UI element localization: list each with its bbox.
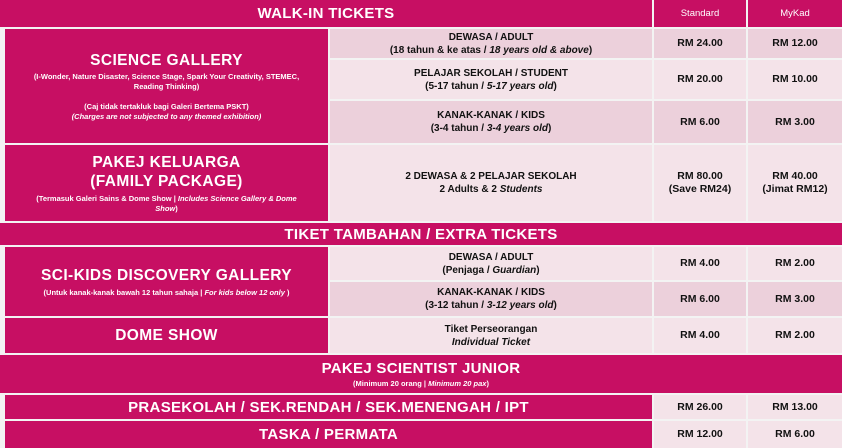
junior-package-minimum: (Minimum 20 orang | Minimum 20 pax) [353, 378, 489, 388]
scikids-row-adult-desc: DEWASA / ADULT (Penjaga / Guardian) [330, 247, 652, 280]
science-gallery-title: SCIENCE GALLERY [90, 51, 243, 69]
junior-package-title: PAKEJ SCIENTIST JUNIOR [321, 359, 521, 377]
scikids-row-adult-mykad: RM 2.00 [748, 247, 842, 280]
dome-show-desc: Tiket Perseorangan Individual Ticket [330, 318, 652, 353]
science-row-adult-standard: RM 24.00 [654, 29, 746, 58]
junior-row-schools-label: PRASEKOLAH / SEK.RENDAH / SEK.MENENGAH / IPT [5, 395, 652, 419]
science-row-student-standard: RM 20.00 [654, 60, 746, 99]
science-row-kids-mykad: RM 3.00 [748, 101, 842, 143]
junior-row-taska-standard: RM 12.00 [654, 421, 746, 448]
science-gallery-note-ms: (Caj tidak tertakluk bagi Galeri Bertema PSKT) [84, 101, 249, 111]
scikids-gallery-title: SCI-KIDS DISCOVERY GALLERY [41, 266, 292, 284]
junior-row-schools-mykad: RM 13.00 [748, 395, 842, 419]
junior-row-schools-standard: RM 26.00 [654, 395, 746, 419]
col-header-mykad: MyKad [748, 0, 842, 27]
science-row-kids-desc: KANAK-KANAK / KIDS (3-4 tahun / 3-4 years old) [330, 101, 652, 143]
science-row-student-mykad: RM 10.00 [748, 60, 842, 99]
science-gallery-exhibits-2: Reading Thinking) [133, 81, 200, 91]
dome-show-standard: RM 4.00 [654, 318, 746, 353]
family-package-standard: RM 80.00 (Save RM24) [654, 145, 746, 221]
scikids-gallery-note: (Untuk kanak-kanak bawah 12 tahun sahaja | For kids below 12 only ) [43, 287, 290, 297]
science-row-student-desc: PELAJAR SEKOLAH / STUDENT (5-17 tahun / 5-17 years old) [330, 60, 652, 99]
science-gallery-label [5, 29, 328, 143]
family-package-label [5, 145, 328, 221]
scikids-row-kids-mykad: RM 3.00 [748, 282, 842, 316]
scikids-row-kids-desc: KANAK-KANAK / KIDS (3-12 tahun / 3-12 years old) [330, 282, 652, 316]
science-gallery-exhibits-1: (I-Wonder, Nature Disaster, Science Stage, Spark Your Creativity, STEMEC, [33, 71, 300, 81]
dome-show-mykad: RM 2.00 [748, 318, 842, 353]
scikids-gallery-label [5, 247, 328, 316]
family-package-title-en: (FAMILY PACKAGE) [90, 172, 243, 190]
junior-row-taska-mykad: RM 6.00 [748, 421, 842, 448]
walkin-title: WALK-IN TICKETS [0, 0, 652, 27]
family-package-mykad: RM 40.00 (Jimat RM12) [748, 145, 842, 221]
science-row-adult-desc: DEWASA / ADULT (18 tahun & ke atas / 18 years old & above) [330, 29, 652, 58]
junior-row-taska-label: TASKA / PERMATA [5, 421, 652, 448]
family-package-title-ms: PAKEJ KELUARGA [92, 153, 241, 171]
scikids-row-adult-standard: RM 4.00 [654, 247, 746, 280]
scikids-row-kids-standard: RM 6.00 [654, 282, 746, 316]
junior-package-header [0, 355, 842, 393]
family-package-desc: 2 DEWASA & 2 PELAJAR SEKOLAH 2 Adults & 2 Students [330, 145, 652, 221]
col-header-standard: Standard [654, 0, 746, 27]
science-row-kids-standard: RM 6.00 [654, 101, 746, 143]
science-gallery-note-en: (Charges are not subjected to any themed exhibition) [71, 111, 262, 121]
family-package-note: (Termasuk Galeri Sains & Dome Show | Includes Science Gallery & Dome Show) [36, 193, 297, 213]
extra-tickets-title: TIKET TAMBAHAN / EXTRA TICKETS [0, 223, 842, 245]
science-row-adult-mykad: RM 12.00 [748, 29, 842, 58]
dome-show-label: DOME SHOW [5, 318, 328, 353]
